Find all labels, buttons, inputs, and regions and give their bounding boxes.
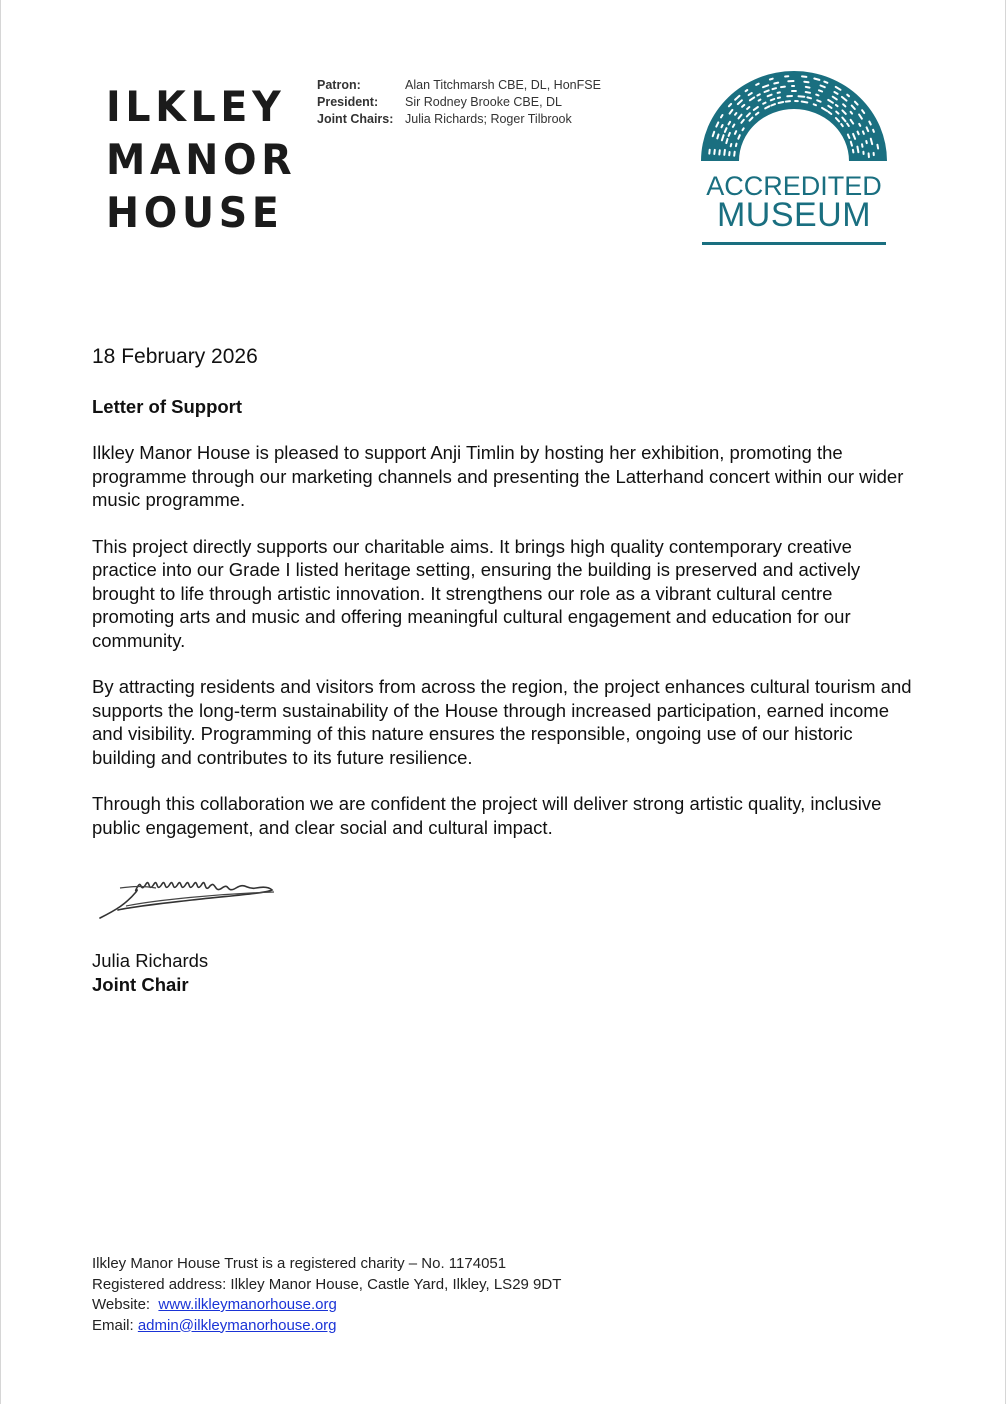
officer-name: Sir Rodney Brooke CBE, DL xyxy=(405,95,563,109)
officer-row-joint-chairs xyxy=(317,111,601,128)
handwritten-signature xyxy=(96,866,286,931)
website-label: Website: xyxy=(92,1296,159,1313)
body-paragraph: Through this collaboration we are confident the project will deliver strong artistic quality, inclusive public engagement, and clear social and cultural impact. xyxy=(92,793,882,838)
registered-address: Registered address: Ilkley Manor House, Castle Yard, Ilkley, LS29 9DT xyxy=(92,1275,562,1293)
body-paragraph: This project directly supports our charitable aims. It brings high quality contemporary creative practice into our Grade I listed heritage setting, ensuring the building is preserved and actively brought to life through artistic innovation. It strengthens our role as a vibrant cultural centre promoting arts and music and offering meaningful cultural engagement and education for our community. xyxy=(92,535,861,651)
letter-body xyxy=(92,441,914,862)
officer-name: Alan Titchmarsh CBE, DL, HonFSE xyxy=(405,78,601,92)
body-paragraph: Ilkley Manor House is pleased to support Anji Timlin by hosting her exhibition, promoting the programme through our marketing channels and presenting the Latterhand concert within our wider music programme. xyxy=(92,442,904,510)
footer xyxy=(92,1254,561,1336)
letter-date: 18 February 2026 xyxy=(92,345,258,368)
logo-line-2: MANOR xyxy=(106,135,297,184)
accredited-museum-badge xyxy=(697,66,891,251)
officer-name: Julia Richards; Roger Tilbrook xyxy=(405,112,572,126)
rainbow-arc-icon xyxy=(697,66,891,166)
badge-museum-text: MUSEUM xyxy=(716,196,872,234)
officers-list xyxy=(317,77,601,128)
officer-role: Joint Chairs: xyxy=(317,112,394,126)
officer-role: President: xyxy=(317,95,379,109)
email-link[interactable]: admin@ilkleymanorhouse.org xyxy=(137,1316,337,1334)
officer-row-patron xyxy=(317,77,601,94)
ilkley-manor-house-logo xyxy=(106,80,309,239)
website-line xyxy=(92,1295,561,1316)
logo-line-3: HOUSE xyxy=(106,188,284,237)
charity-registration: Ilkley Manor House Trust is a registered charity – No. 1174051 xyxy=(92,1255,507,1272)
logo-line-1: ILKLEY xyxy=(106,82,286,131)
letter-subject: Letter of Support xyxy=(92,396,243,417)
website-link[interactable]: www.ilkleymanorhouse.org xyxy=(158,1296,337,1313)
email-label: Email: xyxy=(92,1316,138,1334)
officer-role: Patron: xyxy=(317,78,361,92)
email-line xyxy=(92,1316,561,1337)
badge-underline xyxy=(702,242,886,245)
body-paragraph: By attracting residents and visitors from across the region, the project enhances cultural tourism and supports the long-term sustainability of the House through increased participation, earned income and visibility. Programming of this nature ensures the responsible, ongoing use of our historic building and contributes to its future resilience. xyxy=(92,676,912,768)
signer-name: Julia Richards xyxy=(92,950,209,971)
signer-role: Joint Chair xyxy=(92,974,189,995)
officer-row-president xyxy=(317,94,601,111)
badge-accredited-text: ACCREDITED xyxy=(706,171,882,201)
